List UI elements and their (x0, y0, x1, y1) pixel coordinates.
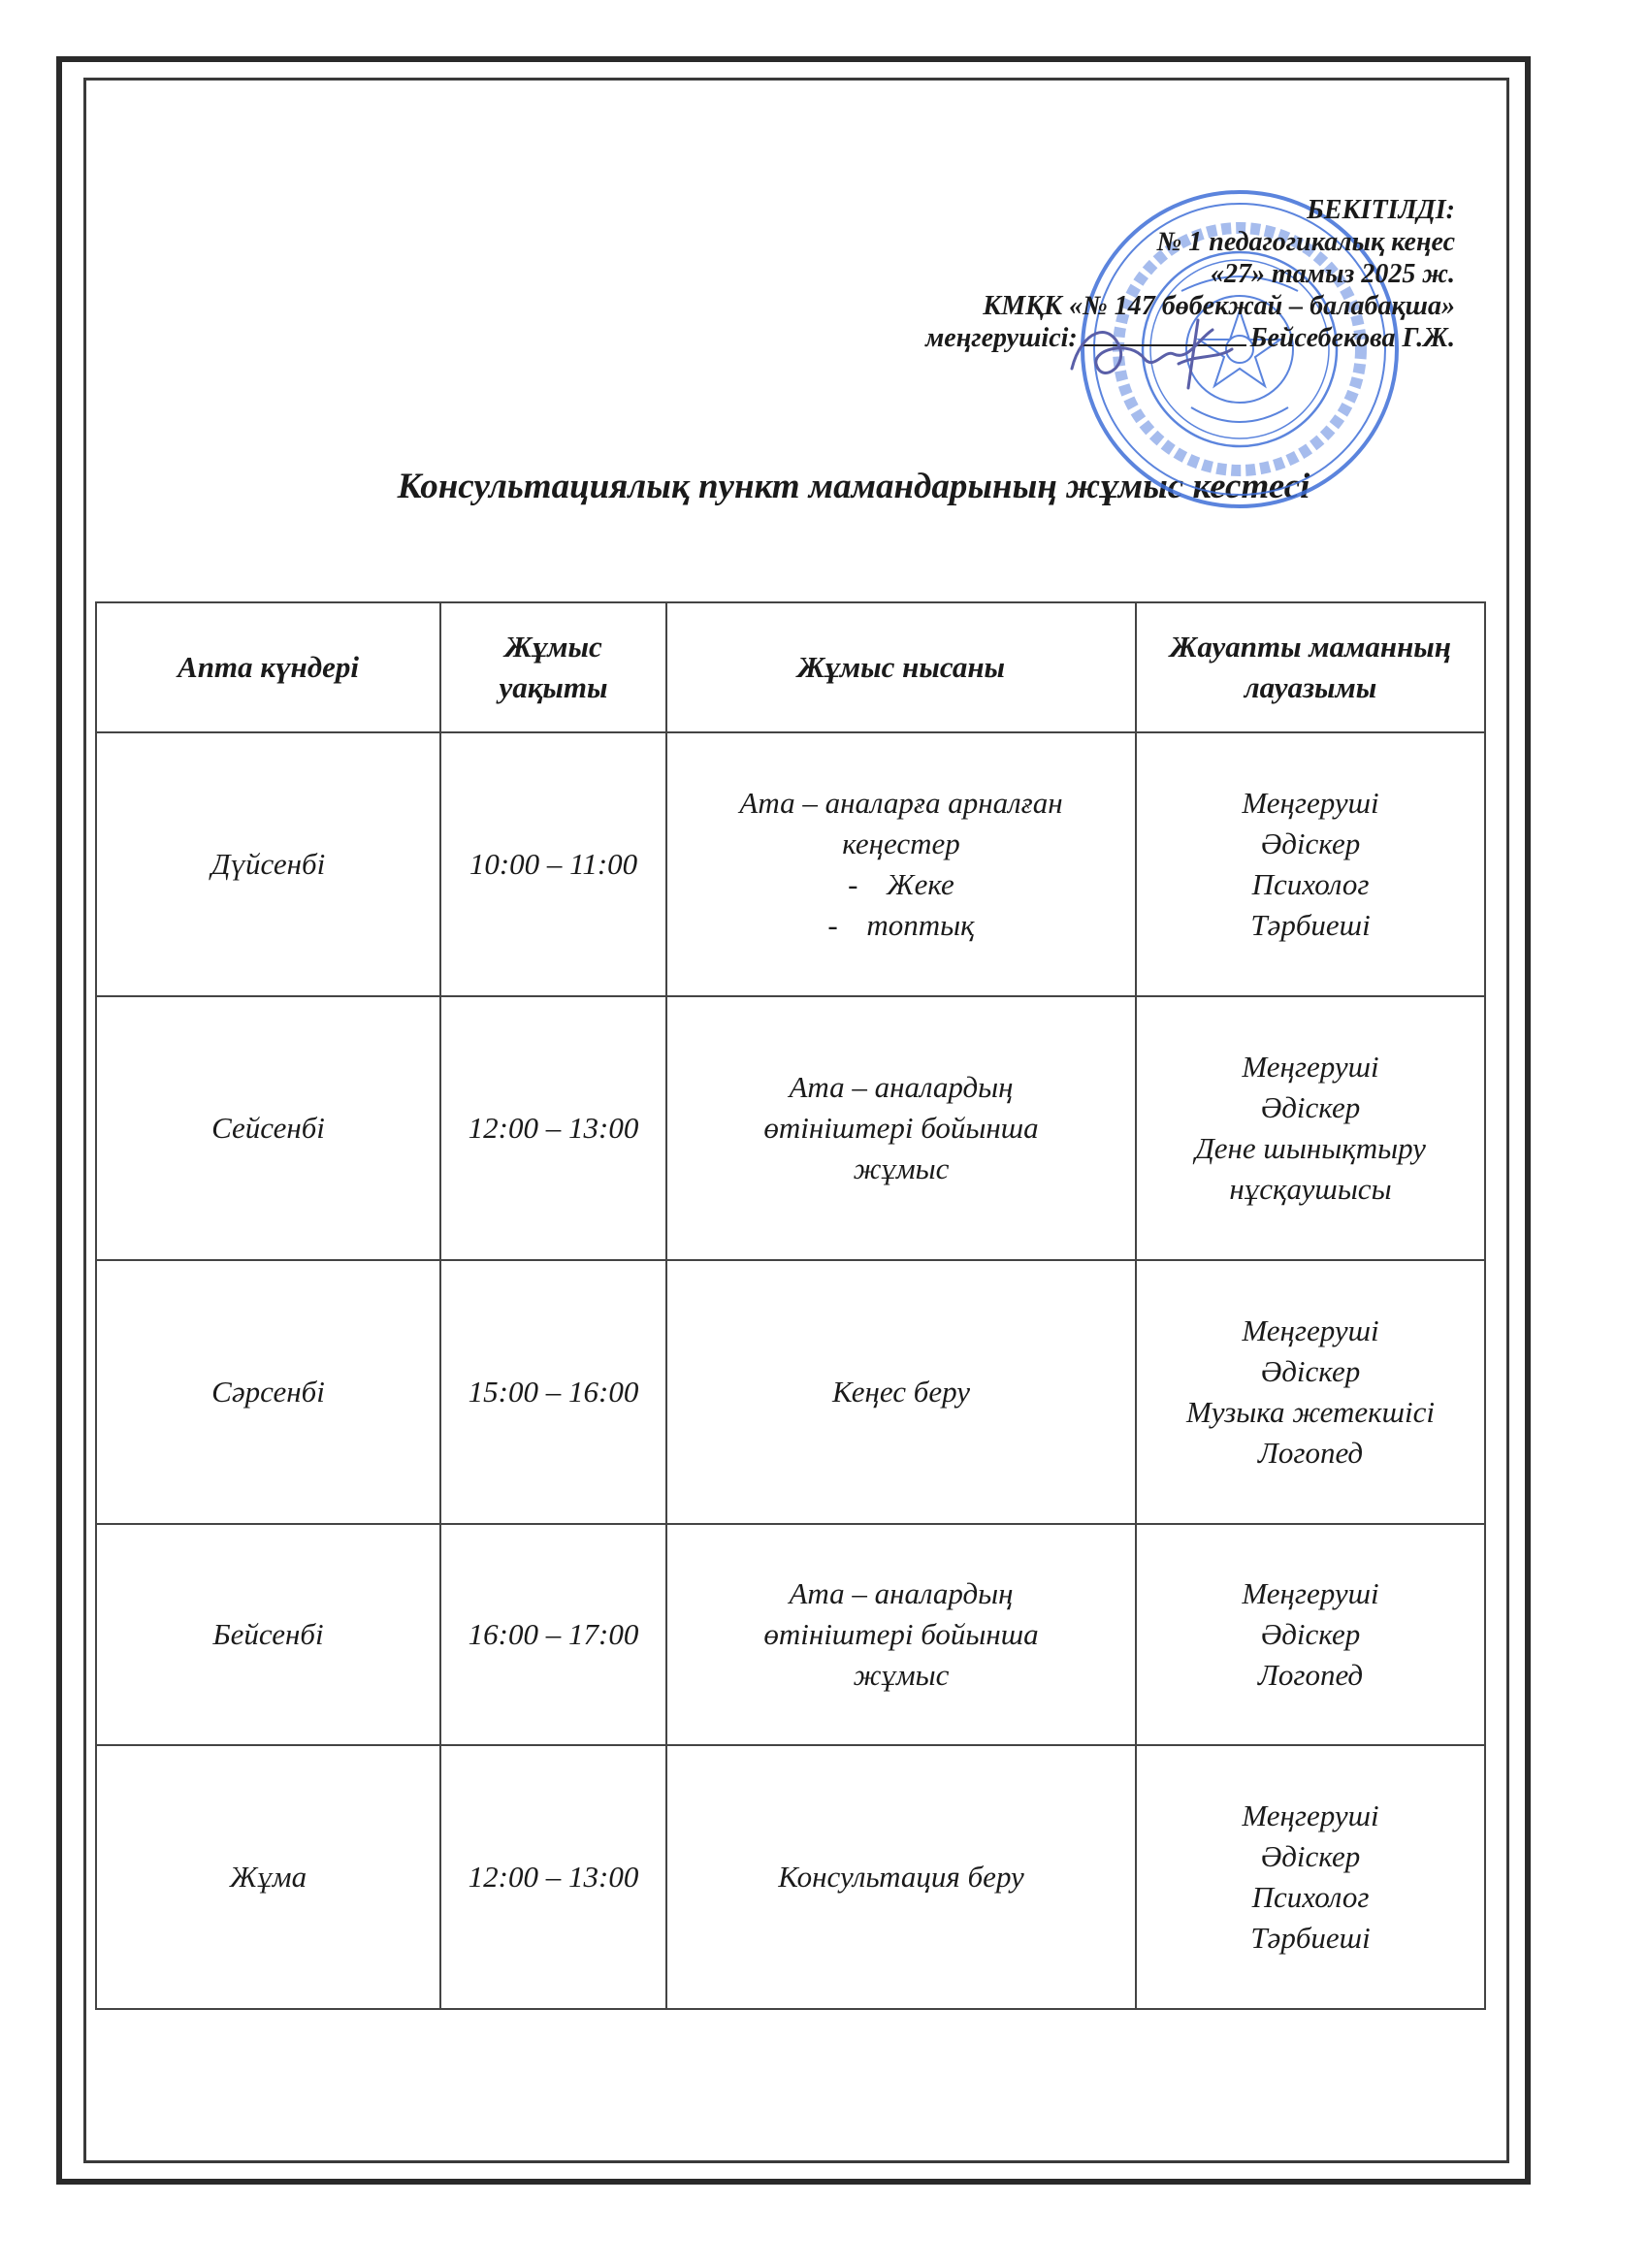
form-line: жұмыс (853, 1151, 950, 1185)
cell-staff (1136, 732, 1485, 996)
header-form: Жұмыс нысаны (666, 602, 1136, 732)
cell-day: Бейсенбі (96, 1524, 440, 1745)
staff-line: Психолог (1251, 1880, 1370, 1914)
staff-line: Психолог (1251, 867, 1370, 901)
cell-form (666, 996, 1136, 1260)
form-line: кеңестер (842, 826, 960, 860)
form-subitem: - топтық (827, 908, 975, 942)
staff-line: Әдіскер (1260, 1839, 1361, 1873)
staff-line: Логопед (1257, 1436, 1364, 1470)
form-line: Ата – аналардың (789, 1576, 1014, 1610)
cell-day: Сейсенбі (96, 996, 440, 1260)
staff-line: Логопед (1257, 1658, 1364, 1692)
staff-line: Музыка жетекшісі (1185, 1395, 1436, 1429)
header-time: Жұмыс уақыты (440, 602, 666, 732)
cell-time: 10:00 – 11:00 (440, 732, 666, 996)
form-line: өтініштері бойынша (763, 1111, 1039, 1145)
form-subitem-text: топтық (866, 908, 975, 942)
header-staff: Жауапты маманның лауазымы (1136, 602, 1485, 732)
form-line: Ата – аналардың (789, 1070, 1014, 1104)
form-line: Ата – аналарға арналған (739, 786, 1063, 820)
cell-time: 12:00 – 13:00 (440, 996, 666, 1260)
cell-staff (1136, 1260, 1485, 1524)
cell-day: Сәрсенбі (96, 1260, 440, 1524)
cell-day: Дүйсенбі (96, 732, 440, 996)
staff-line: Меңгеруші (1242, 1050, 1379, 1084)
table-row (96, 732, 1485, 996)
cell-time: 16:00 – 17:00 (440, 1524, 666, 1745)
staff-line: Тәрбиеші (1250, 1921, 1371, 1955)
staff-line: Әдіскер (1260, 1354, 1361, 1388)
cell-staff (1136, 1524, 1485, 1745)
approval-date: «27» тамыз 2025 ж. (1211, 259, 1455, 289)
staff-line: Меңгеруші (1242, 1313, 1379, 1347)
schedule-table (95, 601, 1486, 2010)
cell-time: 15:00 – 16:00 (440, 1260, 666, 1524)
staff-line: Меңгеруші (1242, 1576, 1379, 1610)
table-row (96, 1260, 1485, 1524)
header-days: Апта күндері (96, 602, 440, 732)
page-title: Консультациялық пункт мамандарының жұмыс кестесі (397, 467, 1310, 506)
approval-council: № 1 педагогикалық кеңес (1156, 227, 1455, 257)
table-header-row (96, 602, 1485, 732)
staff-line: Дене шынықтыру (1195, 1131, 1426, 1165)
cell-form (666, 1524, 1136, 1745)
cell-time: 12:00 – 13:00 (440, 1745, 666, 2009)
approval-organization: КМҚК «№ 147 бөбекжай – балабақша» (983, 291, 1455, 321)
form-line: өтініштері бойынша (763, 1617, 1039, 1651)
cell-form (666, 1745, 1136, 2009)
staff-line: Әдіскер (1260, 826, 1361, 860)
cell-day: Жұма (96, 1745, 440, 2009)
table-row (96, 996, 1485, 1260)
approval-head-label: меңгерушісі: (925, 323, 1078, 353)
staff-line: Әдіскер (1260, 1090, 1361, 1124)
form-line: Консультация беру (778, 1860, 1024, 1894)
approval-head-name: Бейсебекова Г.Ж. (1249, 323, 1455, 353)
staff-line: Меңгеруші (1242, 786, 1379, 820)
form-subitem-text: Жеке (887, 867, 954, 901)
form-line: жұмыс (853, 1658, 950, 1692)
staff-line: Әдіскер (1260, 1617, 1361, 1651)
staff-line: Тәрбиеші (1250, 908, 1371, 942)
cell-staff (1136, 1745, 1485, 2009)
staff-line: нұсқаушысы (1229, 1172, 1392, 1206)
cell-staff (1136, 996, 1485, 1260)
table-row (96, 1745, 1485, 2009)
approval-heading: БЕКІТІЛДІ: (1307, 195, 1455, 225)
form-subitem: - Жеке (848, 867, 954, 901)
staff-line: Меңгеруші (1242, 1798, 1379, 1832)
cell-form (666, 732, 1136, 996)
form-line: Кеңес беру (831, 1375, 970, 1409)
cell-form (666, 1260, 1136, 1524)
table-row (96, 1524, 1485, 1745)
handwritten-signature (1052, 310, 1246, 398)
